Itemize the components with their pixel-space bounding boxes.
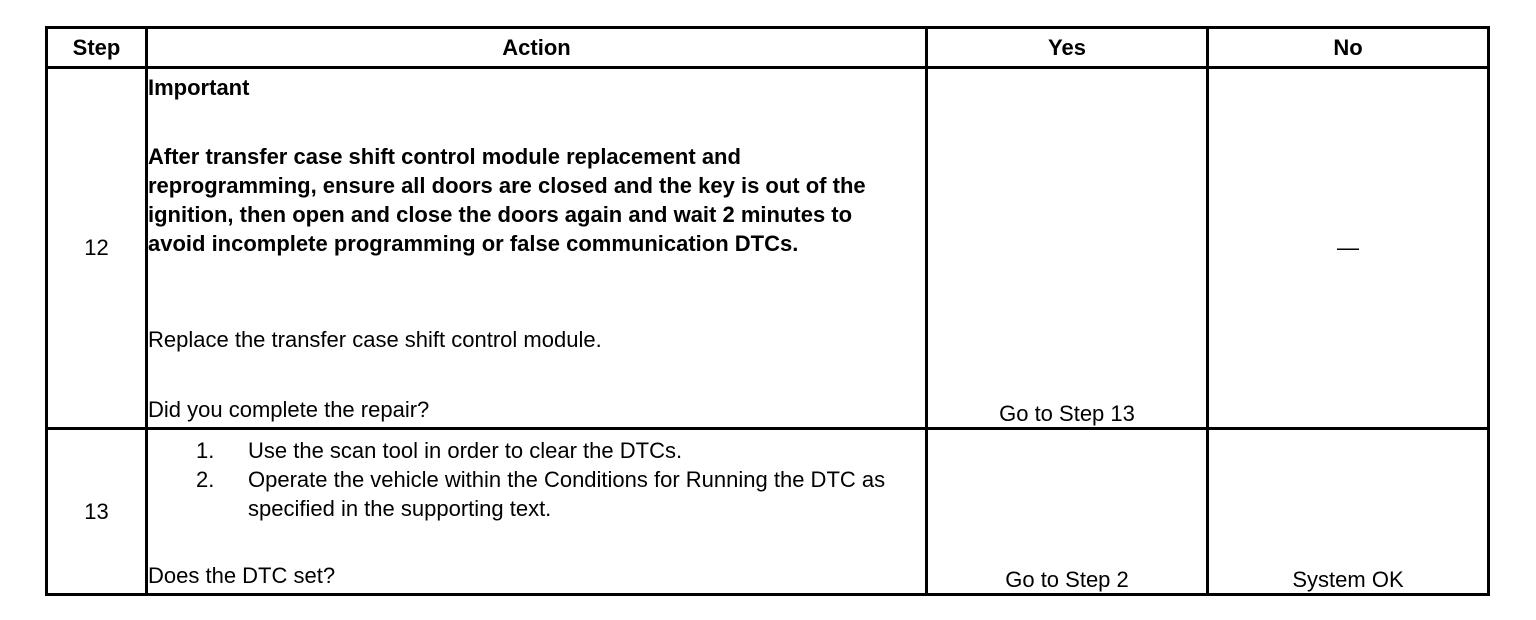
yes-result: Go to Step 13 <box>927 68 1208 429</box>
diagnostic-table <box>45 26 1490 596</box>
no-result-dash: — <box>1337 235 1359 260</box>
header-row <box>47 28 1489 68</box>
step-number: 12 <box>47 68 147 429</box>
list-item-number: 1. <box>196 438 215 463</box>
no-result <box>1208 68 1489 429</box>
table-row-step-12 <box>47 68 1489 429</box>
header-no: No <box>1208 28 1489 68</box>
question-text: Does the DTC set? <box>148 563 336 588</box>
list-item <box>148 436 905 465</box>
header-yes: Yes <box>927 28 1208 68</box>
question-text: Did you complete the repair? <box>148 397 430 422</box>
action-cell <box>147 68 927 429</box>
list-item-text: Operate the vehicle within the Conditions for Running the DTC as specified in the supporting text. <box>248 467 886 521</box>
important-label: Important <box>148 75 250 100</box>
header-step: Step <box>47 28 147 68</box>
list-item-text: Use the scan tool in order to clear the DTCs. <box>248 438 683 463</box>
important-note: After transfer case shift control module replacement and reprogramming, ensure all doors are closed and the key is out of the ignition, then open and close the doors again and wait 2 minutes to avoid incomplete programming or false communication DTCs. <box>148 144 866 256</box>
header-action: Action <box>147 28 927 68</box>
action-cell <box>147 429 927 595</box>
step-number: 13 <box>47 429 147 595</box>
yes-result: Go to Step 2 <box>927 429 1208 595</box>
action-list <box>148 436 905 523</box>
list-item <box>148 465 905 523</box>
no-result: System OK <box>1208 429 1489 595</box>
table-row-step-13 <box>47 429 1489 595</box>
list-item-number: 2. <box>196 467 215 492</box>
instruction-text: Replace the transfer case shift control module. <box>148 327 602 352</box>
